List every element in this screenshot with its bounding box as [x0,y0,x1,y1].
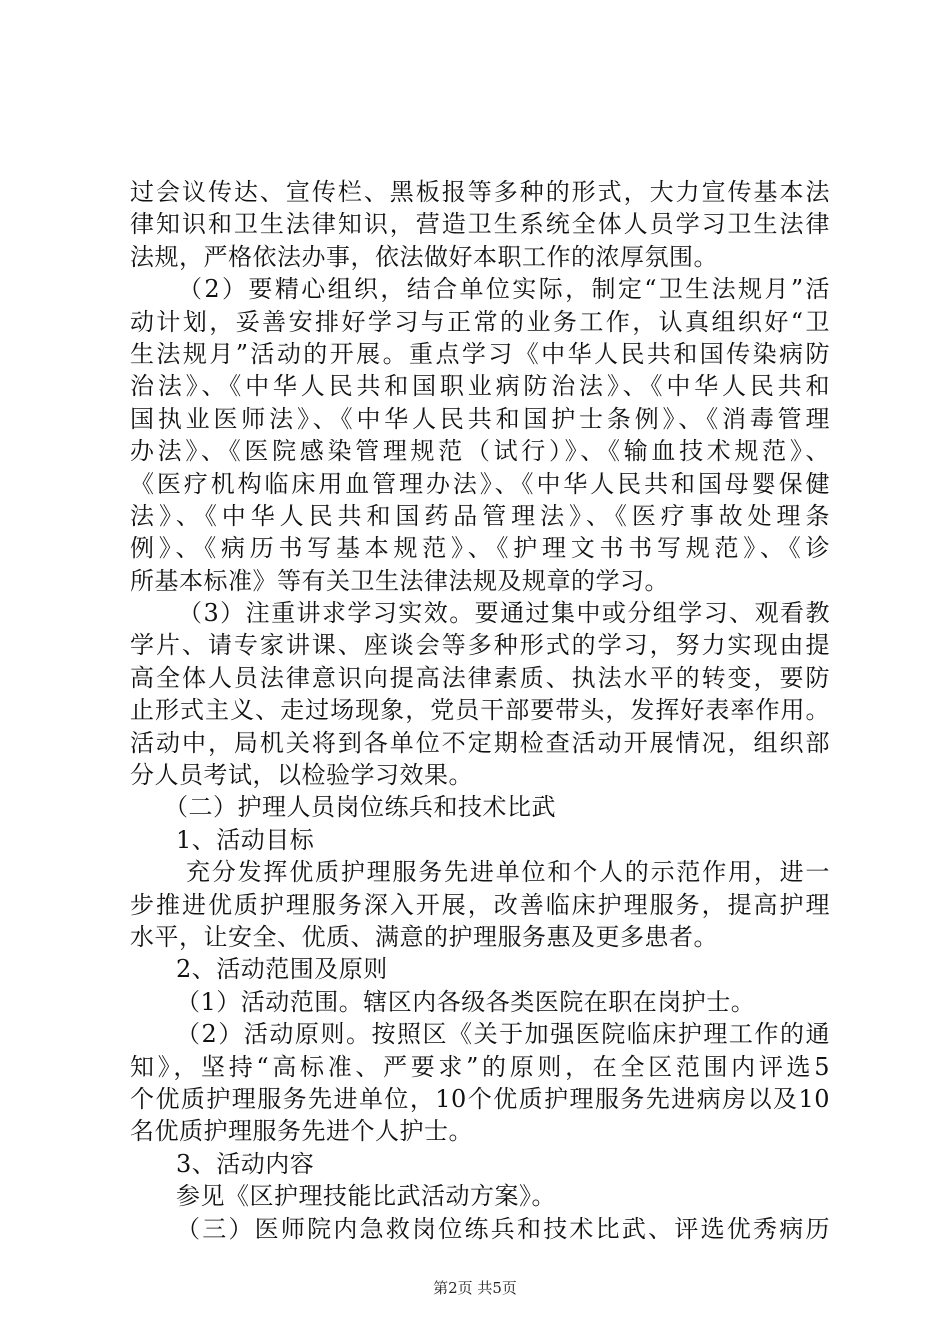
subheading-scope-principle: 2、活动范围及原则 [176,955,388,984]
text-line-1: 过会议传达、宣传栏、黑板报等多种的形式，大力宣传基本法 [130,178,830,206]
text-line-12: 例》、《病历书写基本规范》、《护理文书书写规范》、《诊 [130,534,830,563]
text-line-4: （2）要精心组织，结合单位实际，制定“卫生法规月”活 [178,275,830,304]
text-line-19: 分人员考试，以检验学习效果。 [130,761,473,790]
text-line-18: 活动中，局机关将到各单位不定期检查活动开展情况，组织部 [130,728,830,757]
subheading-activity-goal: 1、活动目标 [176,825,315,854]
text-line-7: 治法》、《中华人民共和国职业病防治法》、《中华人民共和 [130,372,830,401]
text-line-9: 办法》、《医院感染管理规范（试行）》、《输血技术规范》、 [130,437,830,466]
text-line-10: 《医疗机构临床用血管理办法》、《中华人民共和国母婴保健 [130,469,830,498]
text-line-17: 止形式主义、走过场现象，党员干部要带头，发挥好表率作用。 [130,696,830,725]
text-line-22: 充分发挥优质护理服务先进单位和个人的示范作用，进一 [186,858,830,887]
section-heading-3: （三）医师院内急救岗位练兵和技术比武、评选优秀病历 [176,1214,830,1243]
text-line-13: 所基本标准》等有关卫生法律法规及规章的学习。 [130,566,669,595]
text-line-27: （2）活动原则。按照区《关于加强医院临床护理工作的通 [176,1020,830,1049]
text-line-5: 动计划，妥善安排好学习与正常的业务工作，认真组织好“卫 [130,307,830,336]
text-line-23: 步推进优质护理服务深入开展，改善临床护理服务，提高护理 [130,890,830,919]
text-line-26: （1）活动范围。辖区内各级各类医院在职在岗护士。 [176,987,756,1016]
text-line-15: 学片、请专家讲课、座谈会等多种形式的学习，努力实现由提 [130,631,830,660]
text-line-14: （3）注重讲求学习实效。要通过集中或分组学习、观看教 [178,599,830,628]
page-number-footer: 第2页 共5页 [433,1279,517,1297]
text-line-28: 知》，坚持“高标准、严要求”的原则，在全区范围内评选5 [130,1052,830,1081]
text-line-8: 国执业医师法》、《中华人民共和国护士条例》、《消毒管理 [130,404,830,433]
text-line-30: 名优质护理服务先进个人护士。 [130,1117,473,1146]
text-line-24: 水平，让安全、优质、满意的护理服务惠及更多患者。 [130,922,718,951]
text-line-2: 律知识和卫生法律知识，营造卫生系统全体人员学习卫生法律 [130,210,830,239]
section-heading-2: （二）护理人员岗位练兵和技术比武 [164,793,556,822]
text-line-6: 生法规月”活动的开展。重点学习《中华人民共和国传染病防 [130,339,830,368]
text-line-32: 参见《区护理技能比武活动方案》。 [176,1182,556,1211]
text-line-29: 个优质护理服务先进单位，10个优质护理服务先进病房以及10 [130,1084,830,1113]
text-line-11: 法》、《中华人民共和国药品管理法》、《医疗事故处理条 [130,501,830,530]
text-line-3: 法规，严格依法办事，依法做好本职工作的浓厚氛围。 [130,242,718,271]
subheading-activity-content: 3、活动内容 [176,1149,315,1178]
document-body [130,176,830,1245]
text-line-16: 高全体人员法律意识向提高法律素质、执法水平的转变，要防 [130,663,830,692]
